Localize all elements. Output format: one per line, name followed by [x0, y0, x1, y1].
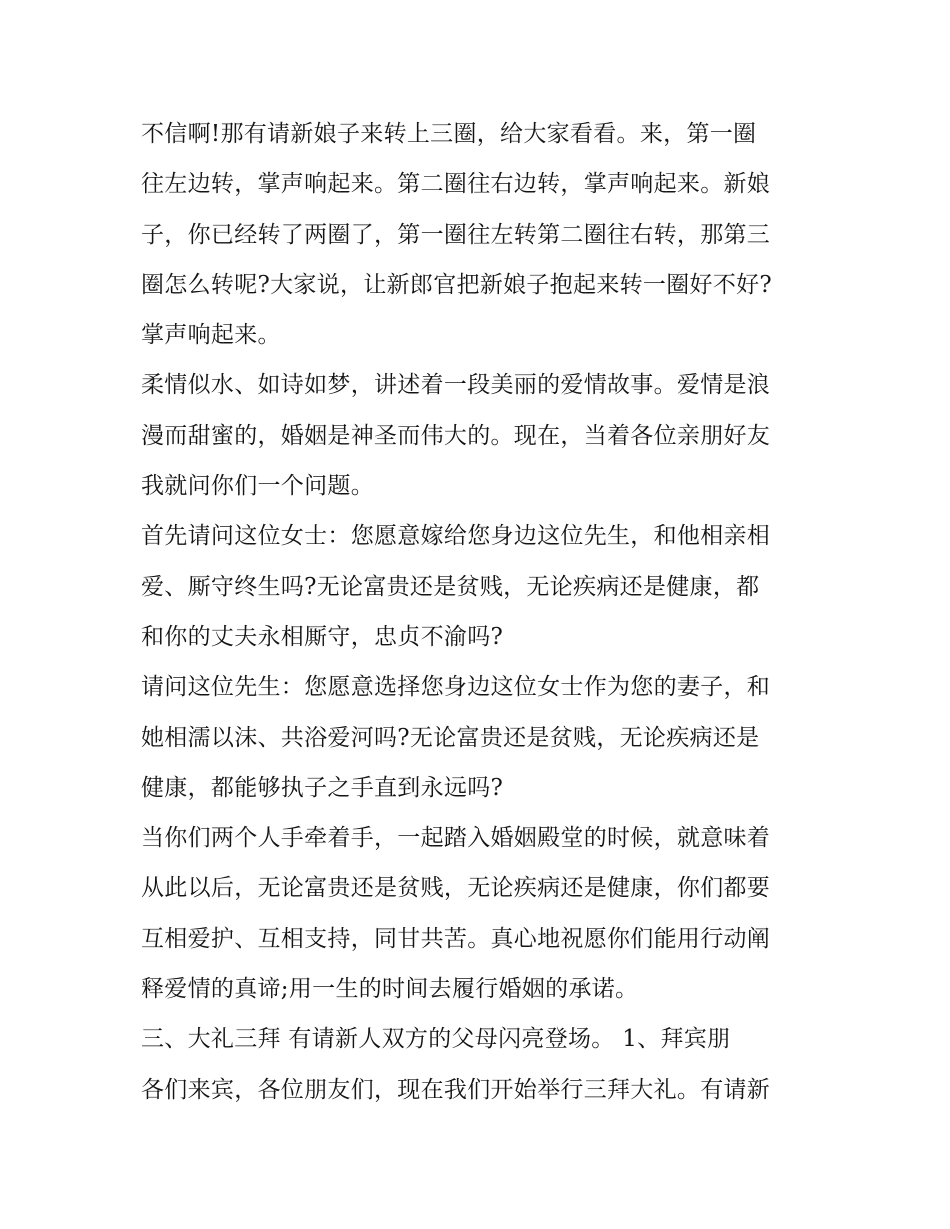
text-line: 漫而甜蜜的，婚姻是神圣而伟大的。现在，当着各位亲朋好友: [141, 422, 771, 449]
text-line: 健康，都能够执子之手直到永远吗?: [141, 774, 504, 801]
text-line: 首先请问这位女士：您愿意嫁给您身边这位先生，和他相亲相: [141, 523, 771, 550]
body-text: [141, 109, 821, 1115]
text-line: 圈怎么转呢?大家说，让新郎官把新娘子抱起来转一圈好不好?: [141, 271, 773, 298]
text-line: 各们来宾，各位朋友们，现在我们开始举行三拜大礼。有请新: [141, 1076, 771, 1103]
text-line: 三、大礼三拜 有请新人双方的父母闪亮登场。 1、拜宾朋: [141, 1026, 731, 1053]
text-line: 往左边转，掌声响起来。第二圈往右边转，掌声响起来。新娘: [141, 171, 771, 198]
text-line: 和你的丈夫永相厮守，忠贞不渝吗?: [141, 623, 504, 650]
text-line: 子，你已经转了两圈了，第一圈往左转第二圈往右转，那第三: [141, 221, 771, 248]
text-line: 互相爱护、互相支持，同甘共苦。真心地祝愿你们能用行动阐: [141, 925, 771, 952]
text-line: 她相濡以沫、共浴爱河吗?无论富贵还是贫贱，无论疾病还是: [141, 724, 760, 751]
text-line: 当你们两个人手牵着手，一起踏入婚姻殿堂的时候，就意味着: [141, 825, 771, 852]
text-line: 不信啊!那有请新娘子来转上三圈，给大家看看。来，第一圈: [141, 121, 757, 147]
text-line: 从此以后，无论富贵还是贫贱，无论疾病还是健康，你们都要: [141, 875, 771, 902]
text-line: 爱、厮守终生吗?无论富贵还是贫贱，无论疾病还是健康，都: [141, 573, 760, 600]
text-line: 柔情似水、如诗如梦，讲述着一段美丽的爱情故事。爱情是浪: [141, 372, 771, 399]
text-line: 请问这位先生：您愿意选择您身边这位女士作为您的妻子，和: [141, 674, 771, 701]
text-line: 我就问你们一个问题。: [141, 473, 374, 500]
text-line: 掌声响起来。: [141, 322, 281, 349]
text-line: 释爱情的真谛;用一生的时间去履行婚姻的承诺。: [141, 976, 639, 1003]
